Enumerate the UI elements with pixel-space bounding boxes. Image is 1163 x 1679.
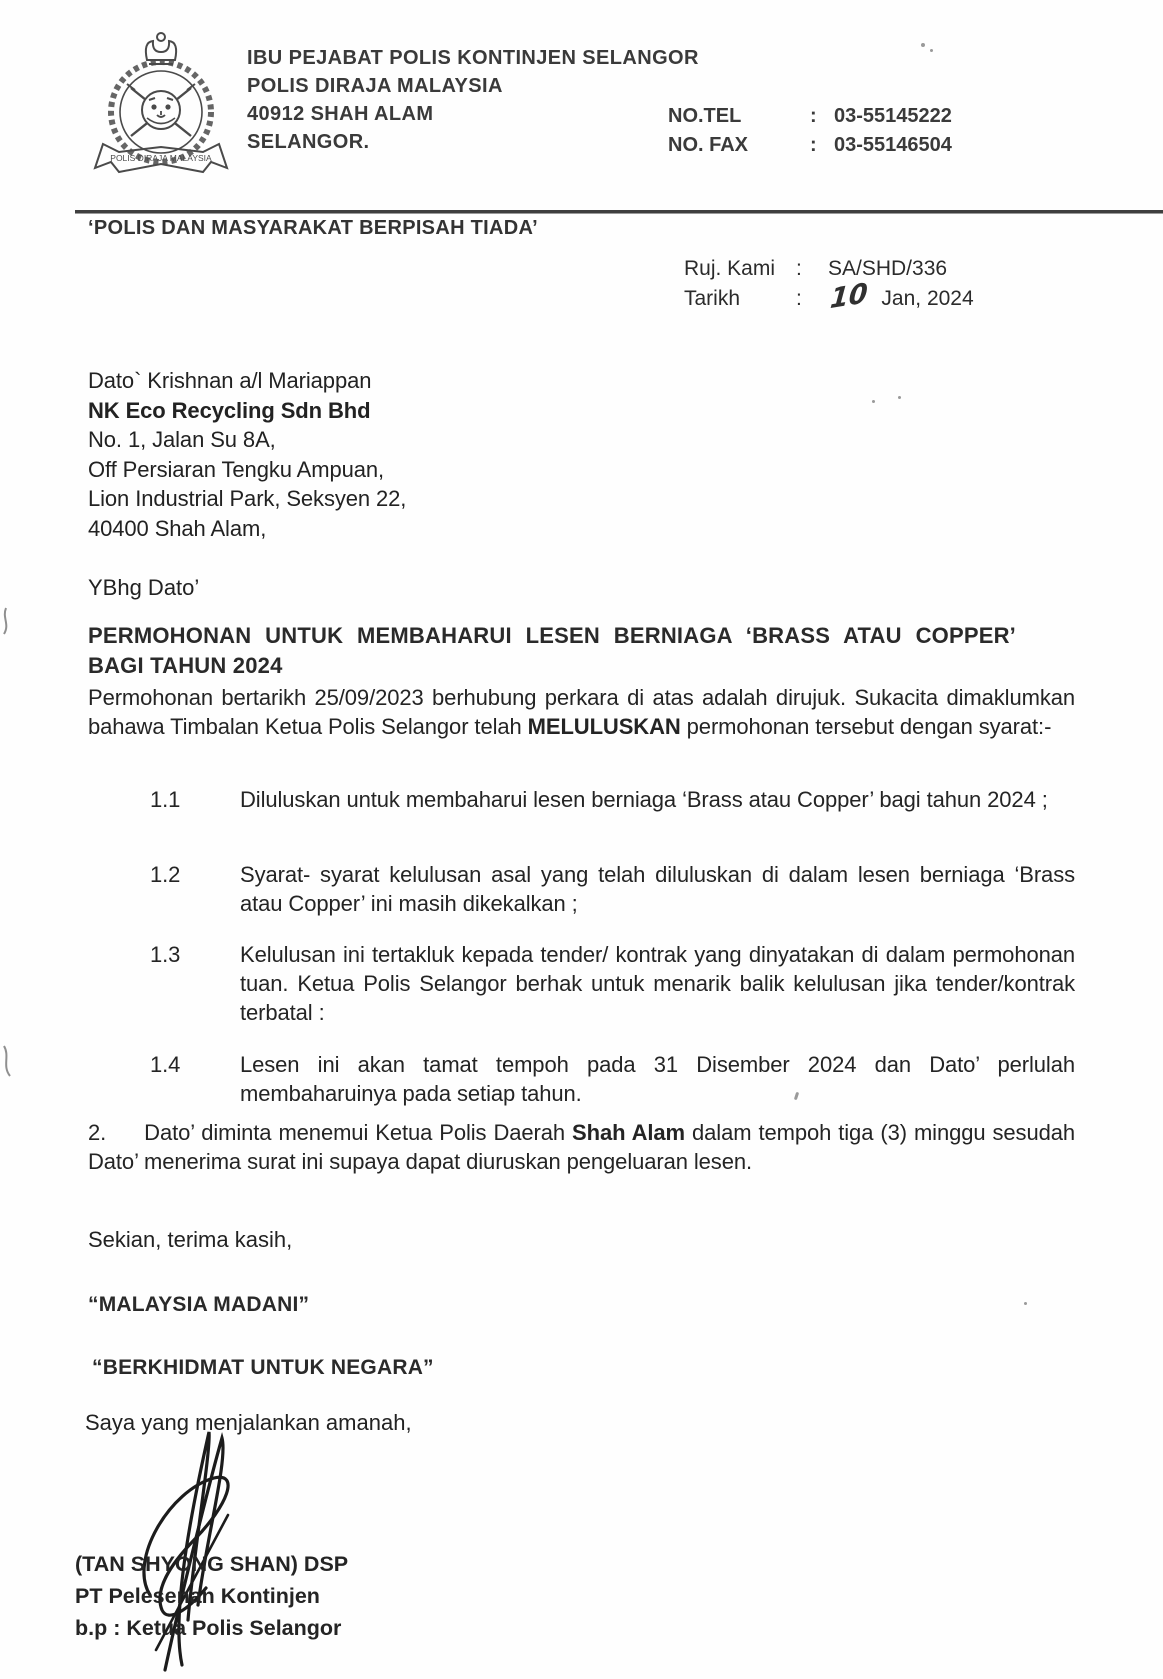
ruj-kami-row <box>684 254 974 284</box>
recipient-company: NK Eco Recycling Sdn Bhd <box>88 397 371 423</box>
scan-artifact <box>0 1040 20 1090</box>
paragraph-2-text: dalam tempoh tiga (3) minggu sesudah Dato’ menerima surat ini supaya dapat diuruskan pengeluaran lesen. <box>88 1120 1075 1174</box>
ruj-kami-label: Ruj. Kami <box>684 257 776 280</box>
org-line: 40912 SHAH ALAM <box>247 103 434 125</box>
tel-value: 03-55145222 <box>834 105 952 127</box>
tel-label: NO.TEL <box>668 105 742 127</box>
tel-colon: : <box>810 105 817 127</box>
fax-row <box>668 131 952 160</box>
scan-artifact <box>930 49 933 52</box>
tarikh-value: Jan, 2024 <box>881 287 974 310</box>
condition-text: Lesen ini akan tamat tempoh pada 31 Disember 2024 dan Dato’ perlulah membaharuinya pada setiap tahun. <box>240 1052 1075 1106</box>
condition-item <box>150 940 1075 1027</box>
recipient-address-line: 40400 Shah Alam, <box>88 515 267 541</box>
paragraph-2-number: 2. <box>88 1120 107 1145</box>
tarikh-colon: : <box>796 287 802 310</box>
condition-item <box>150 785 1075 814</box>
recipient-name: Dato` Krishnan a/l Mariappan <box>88 368 372 393</box>
fax-colon: : <box>810 134 817 156</box>
paragraph-1-text: permohonan tersebut dengan syarat:- <box>680 714 1052 739</box>
signer-block <box>75 1548 348 1644</box>
recipient-address-line: Off Persiaran Tengku Ampuan, <box>88 456 385 482</box>
scan-artifact <box>921 43 925 47</box>
signer-title: PT Pelesenan Kontinjen <box>75 1584 320 1608</box>
condition-number: 1.3 <box>150 942 181 967</box>
scan-artifact <box>0 600 20 660</box>
condition-item <box>150 860 1075 918</box>
condition-item <box>150 1050 1075 1108</box>
paragraph-2-emphasis: Shah Alam <box>572 1120 686 1145</box>
condition-text: Diluluskan untuk membaharui lesen berniaga ‘Brass atau Copper’ bagi tahun 2024 ; <box>240 787 1048 812</box>
motto-line: ‘POLIS DAN MASYARAKAT BERPISAH TIADA’ <box>88 217 539 239</box>
paragraph-1-emphasis: MELULUSKAN <box>527 714 681 739</box>
ruj-kami-value: SA/SHD/336 <box>828 257 948 280</box>
handwritten-day: 10 <box>828 277 869 316</box>
salutation: YBhg Dato’ <box>88 575 200 600</box>
ruj-kami-colon: : <box>796 257 802 280</box>
signer-bp: b.p : Ketua Polis Selangor <box>75 1616 342 1640</box>
org-line: POLIS DIRAJA MALAYSIA <box>247 75 503 97</box>
condition-number: 1.4 <box>150 1052 181 1077</box>
fax-value: 03-55146504 <box>834 134 952 156</box>
tel-row <box>668 102 952 131</box>
scan-artifact <box>898 396 901 399</box>
recipient-address-block <box>88 366 406 543</box>
condition-number: 1.1 <box>150 787 181 812</box>
recipient-address-line: No. 1, Jalan Su 8A, <box>88 427 276 452</box>
paragraph-1 <box>88 683 1075 741</box>
fax-label: NO. FAX <box>668 134 749 156</box>
tarikh-label: Tarikh <box>684 287 741 310</box>
crest-banner-text: POLIS DIRAJA MALAYSIA <box>110 153 212 163</box>
scan-artifact <box>1024 1302 1027 1305</box>
letterhead-org-block <box>247 44 699 156</box>
reference-block <box>684 254 974 314</box>
signer-name: (TAN SHYONG SHAN) DSP <box>75 1552 349 1576</box>
subject-line: PERMOHONAN UNTUK MEMBAHARUI LESEN BERNIAGA ‘BRASS ATAU COPPER’ BAGI TAHUN 2024 <box>88 623 1016 678</box>
letterhead-divider <box>75 210 1163 214</box>
org-line: SELANGOR. <box>247 131 370 153</box>
org-line: IBU PEJABAT POLIS KONTINJEN SELANGOR <box>247 47 699 69</box>
paragraph-2-text: Dato’ diminta menemui Ketua Polis Daerah <box>144 1120 573 1145</box>
closing-thanks: Sekian, terima kasih, <box>88 1227 293 1252</box>
recipient-address-line: Lion Industrial Park, Seksyen 22, <box>88 486 407 511</box>
slogan-berkhidmat: “BERKHIDMAT UNTUK NEGARA” <box>92 1356 434 1379</box>
slogan-malaysia-madani: “MALAYSIA MADANI” <box>88 1293 310 1316</box>
scan-artifact <box>872 400 875 403</box>
letterhead-contact-block <box>668 102 952 160</box>
paragraph-2 <box>88 1118 1075 1176</box>
signature-intro: Saya yang menjalankan amanah, <box>85 1410 412 1435</box>
condition-number: 1.2 <box>150 862 181 887</box>
royal-malaysia-police-crest-icon <box>85 28 237 180</box>
paragraph-1-text: Permohonan bertarikh 25/09/2023 berhubung perkara di atas adalah dirujuk. Sukacita dimaklumkan bahawa Timbalan Ketua Polis Selangor telah <box>88 685 1075 739</box>
condition-text: Syarat- syarat kelulusan asal yang telah diluluskan di dalam lesen berniaga ‘Brass atau Copper’ ini masih dikekalkan ; <box>240 862 1075 916</box>
tarikh-row <box>684 277 974 316</box>
condition-text: Kelulusan ini tertakluk kepada tender/ kontrak yang dinyatakan di dalam permohonan tuan. Ketua Polis Selangor berhak untuk menarik balik kelulusan jika tender/kontrak terbatal : <box>240 942 1075 1025</box>
